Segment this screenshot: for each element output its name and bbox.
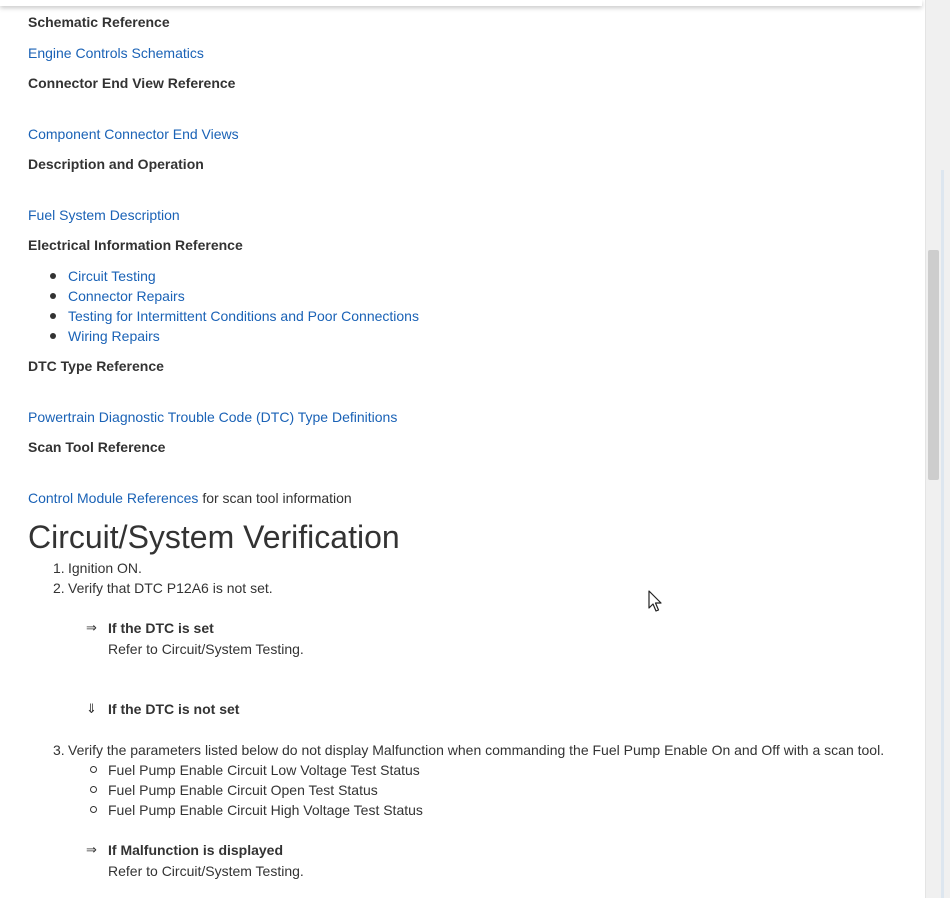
scan-tool-heading: Scan Tool Reference (28, 439, 166, 455)
control-module-references-link[interactable]: Control Module References (28, 490, 199, 506)
bullet-icon (50, 273, 56, 279)
engine-controls-schematics-link[interactable]: Engine Controls Schematics (28, 45, 204, 61)
fuel-system-description-link[interactable]: Fuel System Description (28, 207, 180, 223)
scan-tool-line (28, 489, 352, 507)
right-arrow-icon: ⇒ (86, 620, 97, 635)
malfunction-text: Refer to Circuit/System Testing. (108, 863, 304, 879)
circle-bullet-icon (90, 766, 97, 773)
intermittent-conditions-link[interactable]: Testing for Intermittent Conditions and Poor Connections (68, 308, 419, 324)
param-open: Fuel Pump Enable Circuit Open Test Status (108, 782, 378, 798)
dtc-set-heading: If the DTC is set (108, 620, 214, 636)
step-3-text: Verify the parameters listed below do not display Malfunction when commanding the Fuel Pump Enable On and Off with a scan tool. (68, 742, 885, 758)
step-number: 2. (53, 580, 65, 596)
bullet-icon (50, 333, 56, 339)
dtc-type-definitions-link[interactable]: Powertrain Diagnostic Trouble Code (DTC) Type Definitions (28, 409, 398, 425)
param-low-voltage: Fuel Pump Enable Circuit Low Voltage Test Status (108, 762, 420, 778)
wiring-repairs-link[interactable]: Wiring Repairs (68, 328, 160, 344)
scan-tool-suffix: for scan tool information (202, 490, 352, 506)
circle-bullet-icon (90, 786, 97, 793)
connector-heading: Connector End View Reference (28, 75, 236, 91)
step-1-text: Ignition ON. (68, 560, 142, 576)
down-arrow-icon: ⇓ (86, 701, 97, 716)
dtc-not-set-heading: If the DTC is not set (108, 701, 240, 717)
right-arrow-icon: ⇒ (86, 842, 97, 857)
step-number: 3. (53, 742, 65, 758)
connector-end-views-link[interactable]: Component Connector End Views (28, 126, 239, 142)
scrollbar-edge (941, 170, 944, 898)
dtc-type-heading: DTC Type Reference (28, 358, 164, 374)
dtc-set-text: Refer to Circuit/System Testing. (108, 641, 304, 657)
description-heading: Description and Operation (28, 156, 204, 172)
param-high-voltage: Fuel Pump Enable Circuit High Voltage Test Status (108, 802, 423, 818)
malfunction-heading: If Malfunction is displayed (108, 842, 284, 858)
verification-title: Circuit/System Verification (28, 519, 400, 555)
bullet-icon (50, 293, 56, 299)
scrollbar-thumb[interactable] (928, 250, 939, 480)
circuit-testing-link[interactable]: Circuit Testing (68, 268, 156, 284)
mouse-cursor-icon (646, 590, 664, 614)
connector-repairs-link[interactable]: Connector Repairs (68, 288, 185, 304)
step-number: 1. (53, 560, 65, 576)
bullet-icon (50, 313, 56, 319)
electrical-heading: Electrical Information Reference (28, 237, 243, 253)
circle-bullet-icon (90, 806, 97, 813)
schematic-heading: Schematic Reference (28, 14, 170, 30)
step-2-text: Verify that DTC P12A6 is not set. (68, 580, 273, 596)
